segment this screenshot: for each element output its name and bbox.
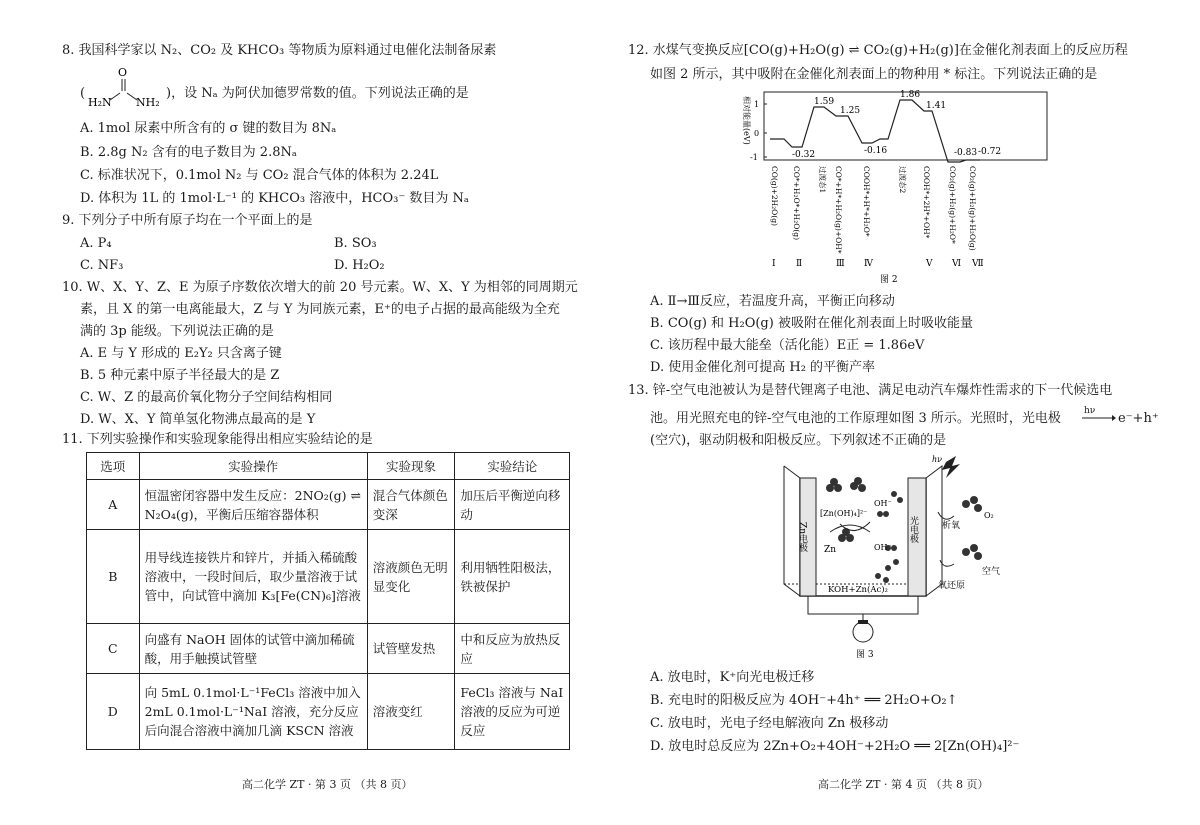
figure-caption: 图 2 — [880, 275, 898, 285]
species-label: COOH*+H*+H₂O* — [862, 166, 871, 237]
urea-right-group: NH₂ — [136, 96, 160, 108]
header-conclusion: 实验结论 — [455, 453, 570, 480]
species-label: CO(g)+2H₂O(g) — [770, 166, 779, 226]
roman-label: Ⅵ — [952, 259, 962, 269]
q9-option-d: D. H₂O₂ — [334, 258, 385, 273]
q10-stem-line1: 10. W、X、Y、Z、E 为原子序数依次增大的前 20 号元素。W、X、Y 为相邻的同周期元 — [62, 280, 578, 295]
table-row — [87, 480, 570, 530]
migration-arrow — [830, 525, 870, 532]
o2-label: O₂ — [984, 511, 994, 520]
table-row — [87, 530, 570, 624]
value-label: -0.72 — [978, 147, 1002, 157]
species-label: COOH*+2H*+OH* — [922, 166, 931, 239]
q13-option-b: B. 充电时的阳极反应为 4OH⁻+4h⁺ ══ 2H₂O+O₂↑ — [650, 693, 958, 708]
q13-stem-line2b: e⁻+h⁺ — [1118, 411, 1159, 426]
q10-option-b: B. 5 种元素中原子半径最大的是 Z — [80, 368, 280, 383]
roman-label: Ⅰ — [772, 259, 776, 269]
oxygen-evolution-label: 析氧 — [942, 521, 961, 531]
q8-stem-line2: )，设 Nₐ 为阿伏加德罗常数的值。下列说法正确的是 — [166, 86, 469, 101]
q8-option-c: C. 标准状况下，0.1mol N₂ 与 CO₂ 混合气体的体积为 2.24L — [80, 168, 439, 183]
table-header-row — [87, 453, 570, 480]
lightning-icon — [942, 456, 960, 478]
zinc-air-battery-figure — [770, 452, 1010, 662]
value-label: -0.32 — [792, 150, 816, 160]
value-label: 1.25 — [840, 106, 861, 116]
value-label: -0.16 — [864, 146, 888, 156]
y-axis-label: 相对能量(eV) — [742, 96, 751, 145]
figure-caption: 图 3 — [856, 650, 874, 660]
q10-stem-line3: 满的 3p 能级。下列说法正确的是 — [80, 324, 274, 339]
page-footer-left: 高二化学 ZT · 第 3 页 （共 8 页） — [242, 778, 413, 791]
y-tick: 1 — [754, 100, 760, 109]
y-tick: -1 — [750, 153, 758, 162]
q9-option-a: A. P₄ — [80, 236, 112, 251]
y-tick: 0 — [754, 129, 760, 138]
q11-stem: 11. 下列实验操作和实验现象能得出相应实验结论的是 — [62, 432, 373, 447]
q13-option-d: D. 放电时总反应为 2Zn+O₂+4OH⁻+2H₂O ══ 2[Zn(OH)₄]²⁻ — [650, 739, 1020, 754]
row-conclusion: FeCl₃ 溶液与 NaI 溶液的反应为可逆反应 — [455, 674, 570, 750]
hv-over-arrow: hν — [1084, 406, 1096, 416]
row-conclusion: 加压后平衡逆向移动 — [455, 480, 570, 530]
q13-option-c: C. 放电时，光电子经电解液向 Zn 极移动 — [650, 716, 889, 731]
urea-oxygen: O — [118, 66, 128, 79]
q8-option-d: D. 体积为 1L 的 1mol·L⁻¹ 的 KHCO₃ 溶液中，HCO₃⁻ 数目为 Nₐ — [80, 191, 469, 206]
species-label: 过渡态1 — [818, 166, 827, 194]
value-label: 1.86 — [900, 90, 921, 100]
roman-label: Ⅳ — [864, 259, 873, 269]
q10-option-a: A. E 与 Y 形成的 E₂Y₂ 只含离子键 — [80, 346, 282, 361]
row-id: C — [87, 624, 140, 674]
external-wire — [808, 596, 918, 614]
species-label: 过渡态2 — [898, 166, 907, 194]
q12-stem-line1: 12. 水煤气变换反应[CO(g)+H₂O(g) ⇌ CO₂(g)+H₂(g)]在金催化剂表面上的反应历程 — [628, 43, 1128, 58]
bulb-icon — [853, 622, 873, 642]
oxygen-reduction-label: 氧还原 — [938, 581, 966, 591]
q12-option-c: C. 该历程中最大能垒（活化能）E正 = 1.86eV — [650, 338, 925, 353]
row-operation: 向 5mL 0.1mol·L⁻¹FeCl₃ 溶液中加入 2mL 0.1mol·L⁻¹NaI 溶液，充分反应后向混合溶液中滴加几滴 KSCN 溶液 — [139, 674, 367, 750]
q8-stem-line1: 8. 我国科学家以 N₂、CO₂ 及 KHCO₃ 等物质为原料通过电催化法制备尿素 — [62, 43, 497, 58]
urea-left-group: H₂N — [88, 96, 112, 108]
q10-stem-line2: 素，且 X 的第一电离能最大，Z 与 Y 为同族元素，E⁺的电子占据的最高能级为全充 — [80, 302, 560, 317]
row-phenomenon: 试管壁发热 — [367, 624, 455, 674]
species-label: CO₂(g)+H₂(g)+H₂O* — [948, 166, 957, 244]
roman-label: Ⅲ — [836, 259, 845, 269]
row-phenomenon: 溶液颜色无明显变化 — [367, 530, 455, 624]
row-operation: 用导线连接铁片和锌片，并插入稀硫酸溶液中，一段时间后，取少量溶液于试管中，向试管中滴加 K₃[Fe(CN)₆]溶液 — [139, 530, 367, 624]
q9-option-c: C. NF₃ — [80, 258, 124, 273]
value-label: -0.83 — [954, 148, 978, 158]
q13-stem-line2a: 池。用光照充电的锌-空气电池的工作原理如图 3 所示。光照时，光电极 — [650, 411, 1061, 426]
zn-label: Zn — [824, 545, 837, 555]
q9-stem: 9. 下列分子中所有原子均在一个平面上的是 — [62, 213, 313, 228]
table-row — [87, 674, 570, 750]
q12-option-d: D. 使用金催化剂可提高 H₂ 的平衡产率 — [650, 360, 876, 375]
arrow-icon — [1082, 414, 1116, 422]
q13-option-a: A. 放电时，K⁺向光电极迁移 — [650, 670, 815, 685]
roman-label: Ⅱ — [796, 259, 803, 269]
q10-option-d: D. W、X、Y 简单氢化物沸点最高的是 Y — [80, 412, 316, 427]
electrolyte-label: KOH+Zn(Ac)₂ — [828, 585, 888, 595]
row-phenomenon: 溶液变红 — [367, 674, 455, 750]
q9-option-b: B. SO₃ — [334, 236, 377, 251]
q12-option-b: B. CO(g) 和 H₂O(g) 被吸附在催化剂表面上时吸收能量 — [650, 316, 973, 331]
q8-option-a: A. 1mol 尿素中所含有的 σ 键的数目为 8Nₐ — [80, 121, 337, 136]
energy-profile-figure — [740, 90, 1070, 290]
row-conclusion: 中和反应为放热反应 — [455, 624, 570, 674]
row-conclusion: 利用牺牲阳极法，铁被保护 — [455, 530, 570, 624]
row-id: D — [87, 674, 140, 750]
q12-stem-line2: 如图 2 所示，其中吸附在金催化剂表面上的物种用 * 标注。下列说法正确的是 — [650, 67, 1098, 82]
page-footer-right: 高二化学 ZT · 第 4 页 （共 8 页） — [818, 778, 989, 791]
hv-label: hν — [932, 455, 943, 464]
roman-label: Ⅴ — [926, 259, 933, 269]
air-label: 空气 — [982, 567, 1001, 577]
roman-label: Ⅶ — [972, 259, 984, 269]
row-id: A — [87, 480, 140, 530]
value-label: 1.41 — [926, 101, 947, 111]
q12-option-a: A. Ⅱ→Ⅲ反应，若温度升高，平衡正向移动 — [650, 294, 895, 309]
species-label: CO*+H₂O*+H₂O(g) — [792, 166, 801, 241]
q8-option-b: B. 2.8g N₂ 含有的电子数目为 2.8Nₐ — [80, 145, 297, 160]
row-id: B — [87, 530, 140, 624]
q11-table — [86, 452, 570, 750]
q8-paren: ( — [80, 86, 86, 101]
q13-stem-line3: (空穴)，驱动阴极和阳极反应。下列叙述不正确的是 — [650, 433, 947, 448]
species-label: CO*+H*+H₂O(g)+OH* — [834, 166, 843, 254]
header-operation: 实验操作 — [139, 453, 367, 480]
species-label: CO₂(g)+H₂(g)+H₂O(g) — [968, 166, 977, 251]
q10-option-c: C. W、Z 的最高价氧化物分子空间结构相同 — [80, 390, 333, 405]
zincate-label: [Zn(OH)₄]²⁻ — [820, 509, 868, 518]
urea-structure — [88, 66, 168, 108]
evolution-arrow — [938, 512, 954, 519]
table-row — [87, 624, 570, 674]
row-phenomenon: 混合气体颜色变深 — [367, 480, 455, 530]
row-operation: 恒温密闭容器中发生反应：2NO₂(g) ⇌ N₂O₄(g)，平衡后压缩容器体积 — [139, 480, 367, 530]
photo-electrode-label: 光电极 — [908, 516, 918, 543]
header-phenomenon: 实验现象 — [367, 453, 455, 480]
oh-label: OH⁻ — [874, 499, 892, 508]
header-option: 选项 — [87, 453, 140, 480]
oh-label: OH⁻ — [874, 543, 892, 552]
zn-electrode-label: Zn电极 — [797, 522, 807, 553]
row-operation: 向盛有 NaOH 固体的试管中滴加稀硫酸，用手触摸试管壁 — [139, 624, 367, 674]
value-label: 1.59 — [814, 97, 835, 107]
q13-stem-line1: 13. 锌-空气电池被认为是替代锂离子电池、满足电动汽车爆炸性需求的下一代候选电 — [628, 383, 1113, 398]
